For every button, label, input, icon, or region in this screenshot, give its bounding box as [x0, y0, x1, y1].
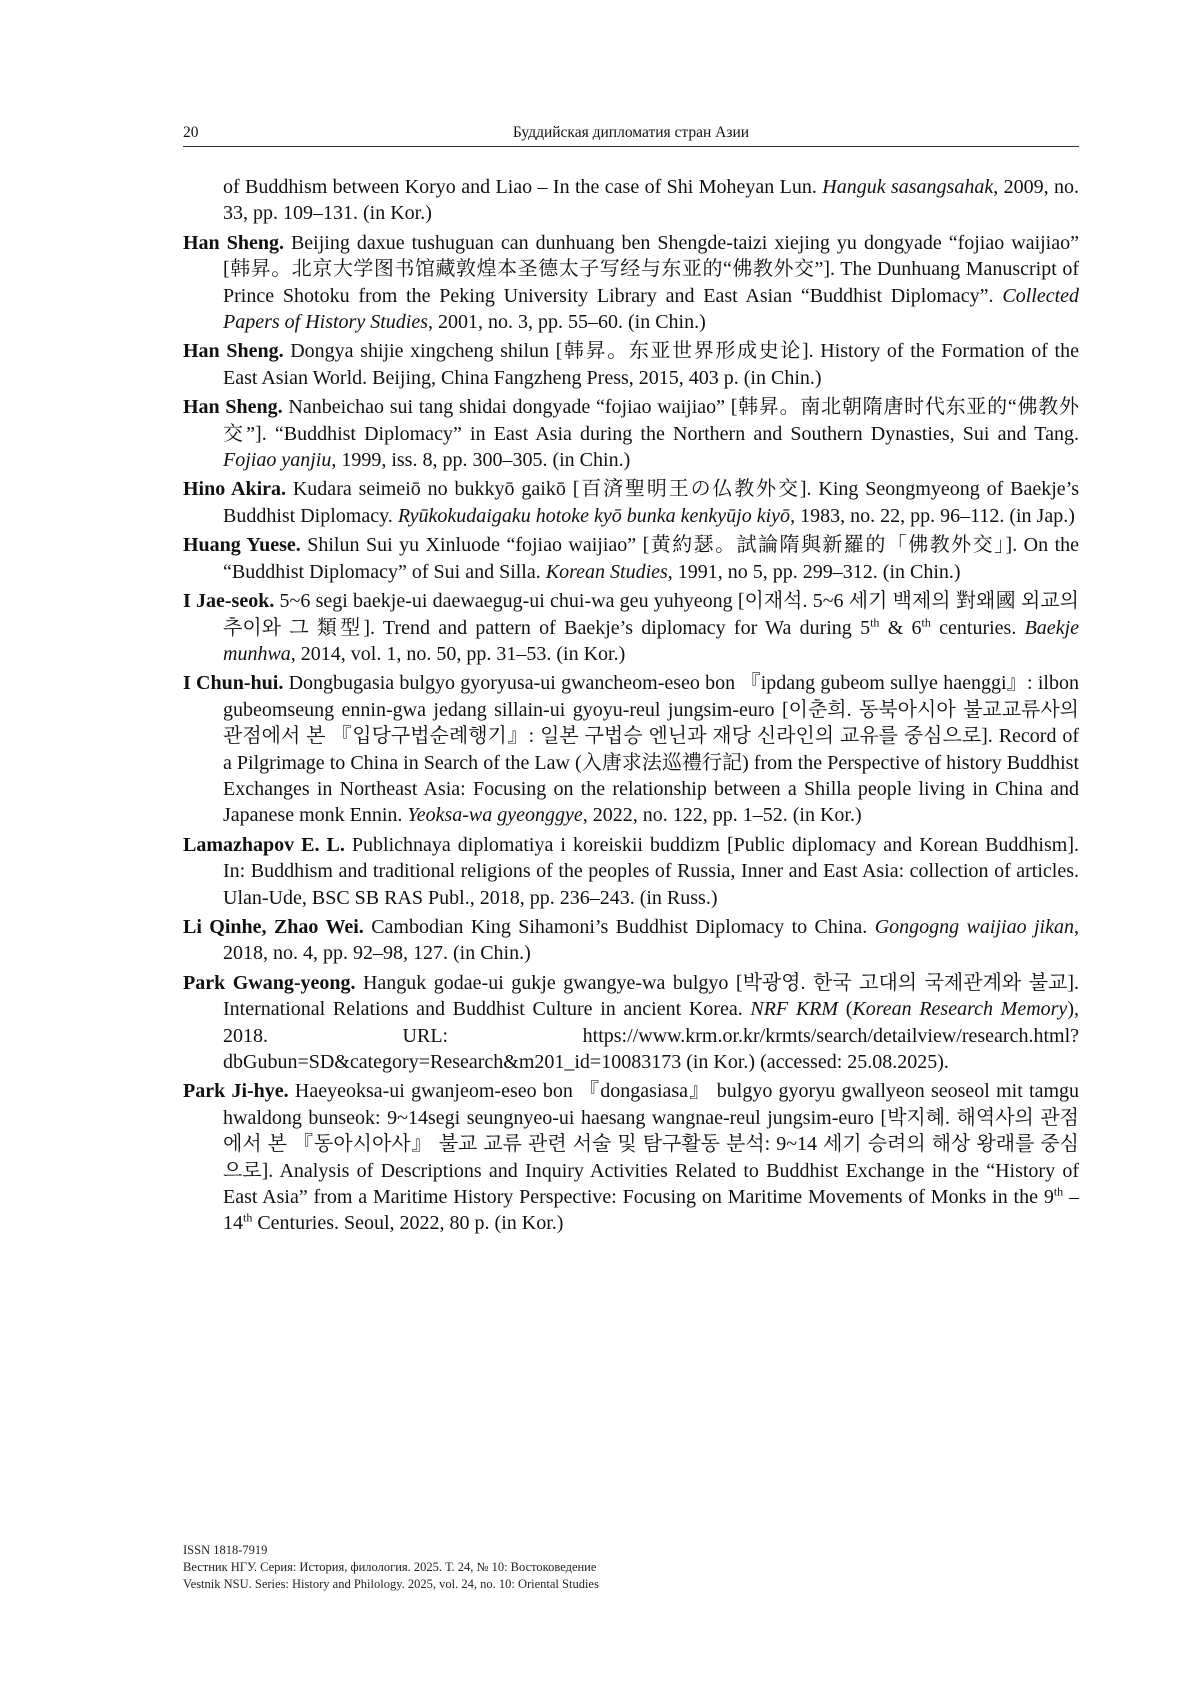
superscript: th — [870, 614, 880, 629]
running-header — [183, 124, 1079, 147]
reference-journal: Korean Studies — [545, 560, 668, 583]
reference-text: , 2014, vol. 1, no. 50, pp. 31–53. (in Kor.) — [290, 642, 626, 665]
reference-text: , 1983, no. 22, pp. 96–112. (in Jap.) — [790, 504, 1075, 527]
reference-text: – 14 — [223, 1186, 1080, 1235]
reference-text: of Buddhism between Koryo and Liao – In the case of Shi Moheyan Lun. — [223, 176, 823, 198]
reference-text: , 1991, no 5, pp. 299–312. (in Chin.) — [667, 560, 961, 583]
reference-text: ), 2018. URL: https://www.krm.or.kr/krmts/search/detailview/research.html?dbGubun=SD&category=Research&m201_id=10083173 (in Kor.) (accessed: 25.08.2025). — [223, 998, 1079, 1073]
superscript: th — [243, 1210, 253, 1225]
reference-journal: Yeoksa-wa gyeonggye — [407, 804, 583, 827]
reference-author: Park Ji-hye. — [183, 1080, 289, 1103]
reference-text: Dongya shijie xingcheng shilun [韩昇。东亚世界形成史论]. History of the Formation of the East Asian World. Beijing, China Fangzheng Press, 2015, 403 p. (in Chin.) — [223, 340, 1079, 389]
reference-author: Han Sheng. — [183, 396, 283, 419]
reference-journal: Gongogng waijiao jikan — [874, 915, 1074, 938]
reference-entry — [183, 832, 1079, 911]
reference-text: , 2009, no. 33, pp. 109–131. (in Kor.) — [223, 176, 1080, 225]
journal-footer — [183, 1542, 599, 1593]
reference-author: I Jae-seok. — [183, 590, 275, 613]
reference-author: Li Qinhe, Zhao Wei. — [183, 915, 364, 938]
reference-text: Centuries. Seoul, 2022, 80 p. (in Kor.) — [252, 1212, 564, 1235]
reference-author: I Chun-hui. — [183, 672, 284, 695]
page-number: 20 — [183, 124, 199, 141]
reference-author: Lamazhapov E. L. — [183, 833, 345, 856]
reference-entry — [183, 1078, 1079, 1236]
issn-line: ISSN 1818-7919 — [183, 1543, 268, 1557]
reference-author: Han Sheng. — [183, 340, 284, 363]
reference-entry — [183, 174, 1079, 227]
reference-entry — [183, 670, 1079, 828]
reference-text: Dongbugasia bulgyo gyoryusa-ui gwancheom-eseo bon 『ipdang gubeom sullye haenggi』: ilbon gubeomseung ennin-gwa jedang sillain-ui gyoyu-reul jungsim-euro [이춘희. 동북아시아 불교교류사의 관점에서 본 『입당구법순례행기』: 일본 구법승 엔닌과 재당 신라인의 교유를 중심으로]. Record of a Pilgrimage to China in Search of the Law (入唐求法巡禮行記) from the Perspective of history Buddhist Exchanges in Northeast Asia: Focusing on the relationship between a Shilla people living in China and Japanese monk Ennin. — [223, 672, 1079, 827]
reference-journal: Hanguk sasangsahak — [822, 176, 994, 198]
reference-list — [183, 174, 1079, 1240]
reference-entry — [183, 476, 1079, 529]
reference-text: & 6 — [879, 616, 922, 639]
superscript: th — [1053, 1184, 1064, 1199]
reference-journal: Fojiao yanjiu — [223, 449, 332, 472]
reference-entry — [183, 588, 1079, 667]
reference-text: , 2001, no. 3, pp. 55–60. (in Chin.) — [428, 311, 706, 334]
reference-text: , 2018, no. 4, pp. 92–98, 127. (in Chin.) — [223, 915, 1079, 965]
reference-author: Hino Akira. — [183, 478, 286, 501]
reference-journal: NRF KRM — [750, 998, 839, 1021]
reference-author: Han Sheng. — [183, 231, 284, 254]
reference-author: Park Gwang-yeong. — [183, 971, 356, 994]
superscript: th — [921, 614, 931, 629]
reference-author: Huang Yuese. — [183, 534, 301, 557]
reference-entry — [183, 338, 1079, 391]
reference-entry — [183, 394, 1079, 473]
reference-text: , 1999, iss. 8, pp. 300–305. (in Chin.) — [331, 449, 631, 472]
reference-text: Beijing daxue tushuguan can dunhuang ben Shengde-taizi xiejing yu dongyade “fojiao waijiao” [韩昇。北京大学图书馆藏敦煌本圣德太子写经与东亚的“佛教外交”]. The Dunhuang Manuscript of Prince Shotoku from the Peking University Library and East Asian “Buddhist Diplomacy”. — [223, 231, 1079, 307]
reference-text: Cambodian King Sihamoni’s Buddhist Diplomacy to China. — [363, 915, 875, 938]
reference-text: Shilun Sui yu Xinluode “fojiao waijiao” [黄約瑟。試論隋與新羅的「佛教外交」]. On the “Buddhist Diplomacy” of Sui and Silla. — [223, 534, 1079, 583]
reference-text: Kudara seimeiō no bukkyō gaikō [百済聖明王の仏教外交]. King Seongmyeong of Baekje’s Buddhist Diplomacy. — [223, 478, 1079, 527]
reference-entry — [183, 532, 1079, 585]
reference-text: ( — [838, 998, 853, 1021]
reference-text: Nanbeichao sui tang shidai dongyade “fojiao waijiao” [韩昇。南北朝隋唐时代东亚的“佛教外交”]. “Buddhist Diplomacy” in East Asia during the Northern and Southern Dynasties, Sui and Tang. — [223, 396, 1079, 445]
reference-text: Haeyeoksa-ui gwanjeom-eseo bon 『dongasiasa』 bulgyo gyoryu gwallyeon seoseol mit tamgu hwaldong bunseok: 9~14segi seungnyeo-ui haesang wangnae-reul jungsim-euro [박지혜. 해역사의 관점에서 본 『동아시아사』 불교 교류 관련 서술 및 탐구활동 분석: 9~14 세기 승려의 해상 왕래를 중심으로]. Analysis of Descriptions and Inquiry Activities Related to Buddhist Exchange in the “History of East Asia” from a Maritime History Perspective: Focusing on Maritime Movements of Monks in the 9 — [223, 1080, 1079, 1209]
reference-entry — [183, 914, 1079, 967]
reference-journal: Ryūkokudaigaku hotoke kyō bunka kenkyūjo kiyō — [397, 504, 791, 527]
reference-entry — [183, 970, 1079, 1076]
reference-journal: Baekje munhwa — [223, 616, 1079, 665]
reference-text: 5~6 segi baekje-ui daewaegug-ui chui-wa geu yuhyeong [이재석. 5~6 세기 백제의 對왜國 외교의 추이와 그 類型]. Trend and pattern of Baekje’s diplomacy for Wa during 5 — [223, 590, 1079, 639]
journal-title: Буддийская дипломатия стран Азии — [512, 124, 750, 141]
reference-text: , 2022, no. 122, pp. 1–52. (in Kor.) — [582, 804, 862, 827]
reference-journal: Korean Research Memory — [852, 998, 1068, 1021]
journal-citation-en: Vestnik NSU. Series: History and Philology. 2025, vol. 24, no. 10: Oriental Studies — [183, 1577, 599, 1591]
reference-entry — [183, 230, 1079, 336]
reference-text: centuries. — [930, 616, 1025, 639]
reference-journal: Collected Papers of History Studies — [223, 284, 1079, 334]
reference-text: Hanguk godae-ui gukje gwangye-wa bulgyo [박광영. 한국 고대의 국제관계와 불교]. International Relations and Buddhist Culture in ancient Korea. — [223, 971, 1079, 1021]
journal-citation-ru: Вестник НГУ. Серия: История, филология. 2025. Т. 24, № 10: Востоковедение — [183, 1560, 597, 1574]
reference-text: Publichnaya diplomatiya i koreiskii buddizm [Public diplomacy and Korean Buddhism]. In: Buddhism and traditional religions of the peoples of Russia, Inner and East Asia: collection of articles. Ulan-Ude, BSC SB RAS Publ., 2018, pp. 236–243. (in Russ.) — [223, 833, 1079, 909]
